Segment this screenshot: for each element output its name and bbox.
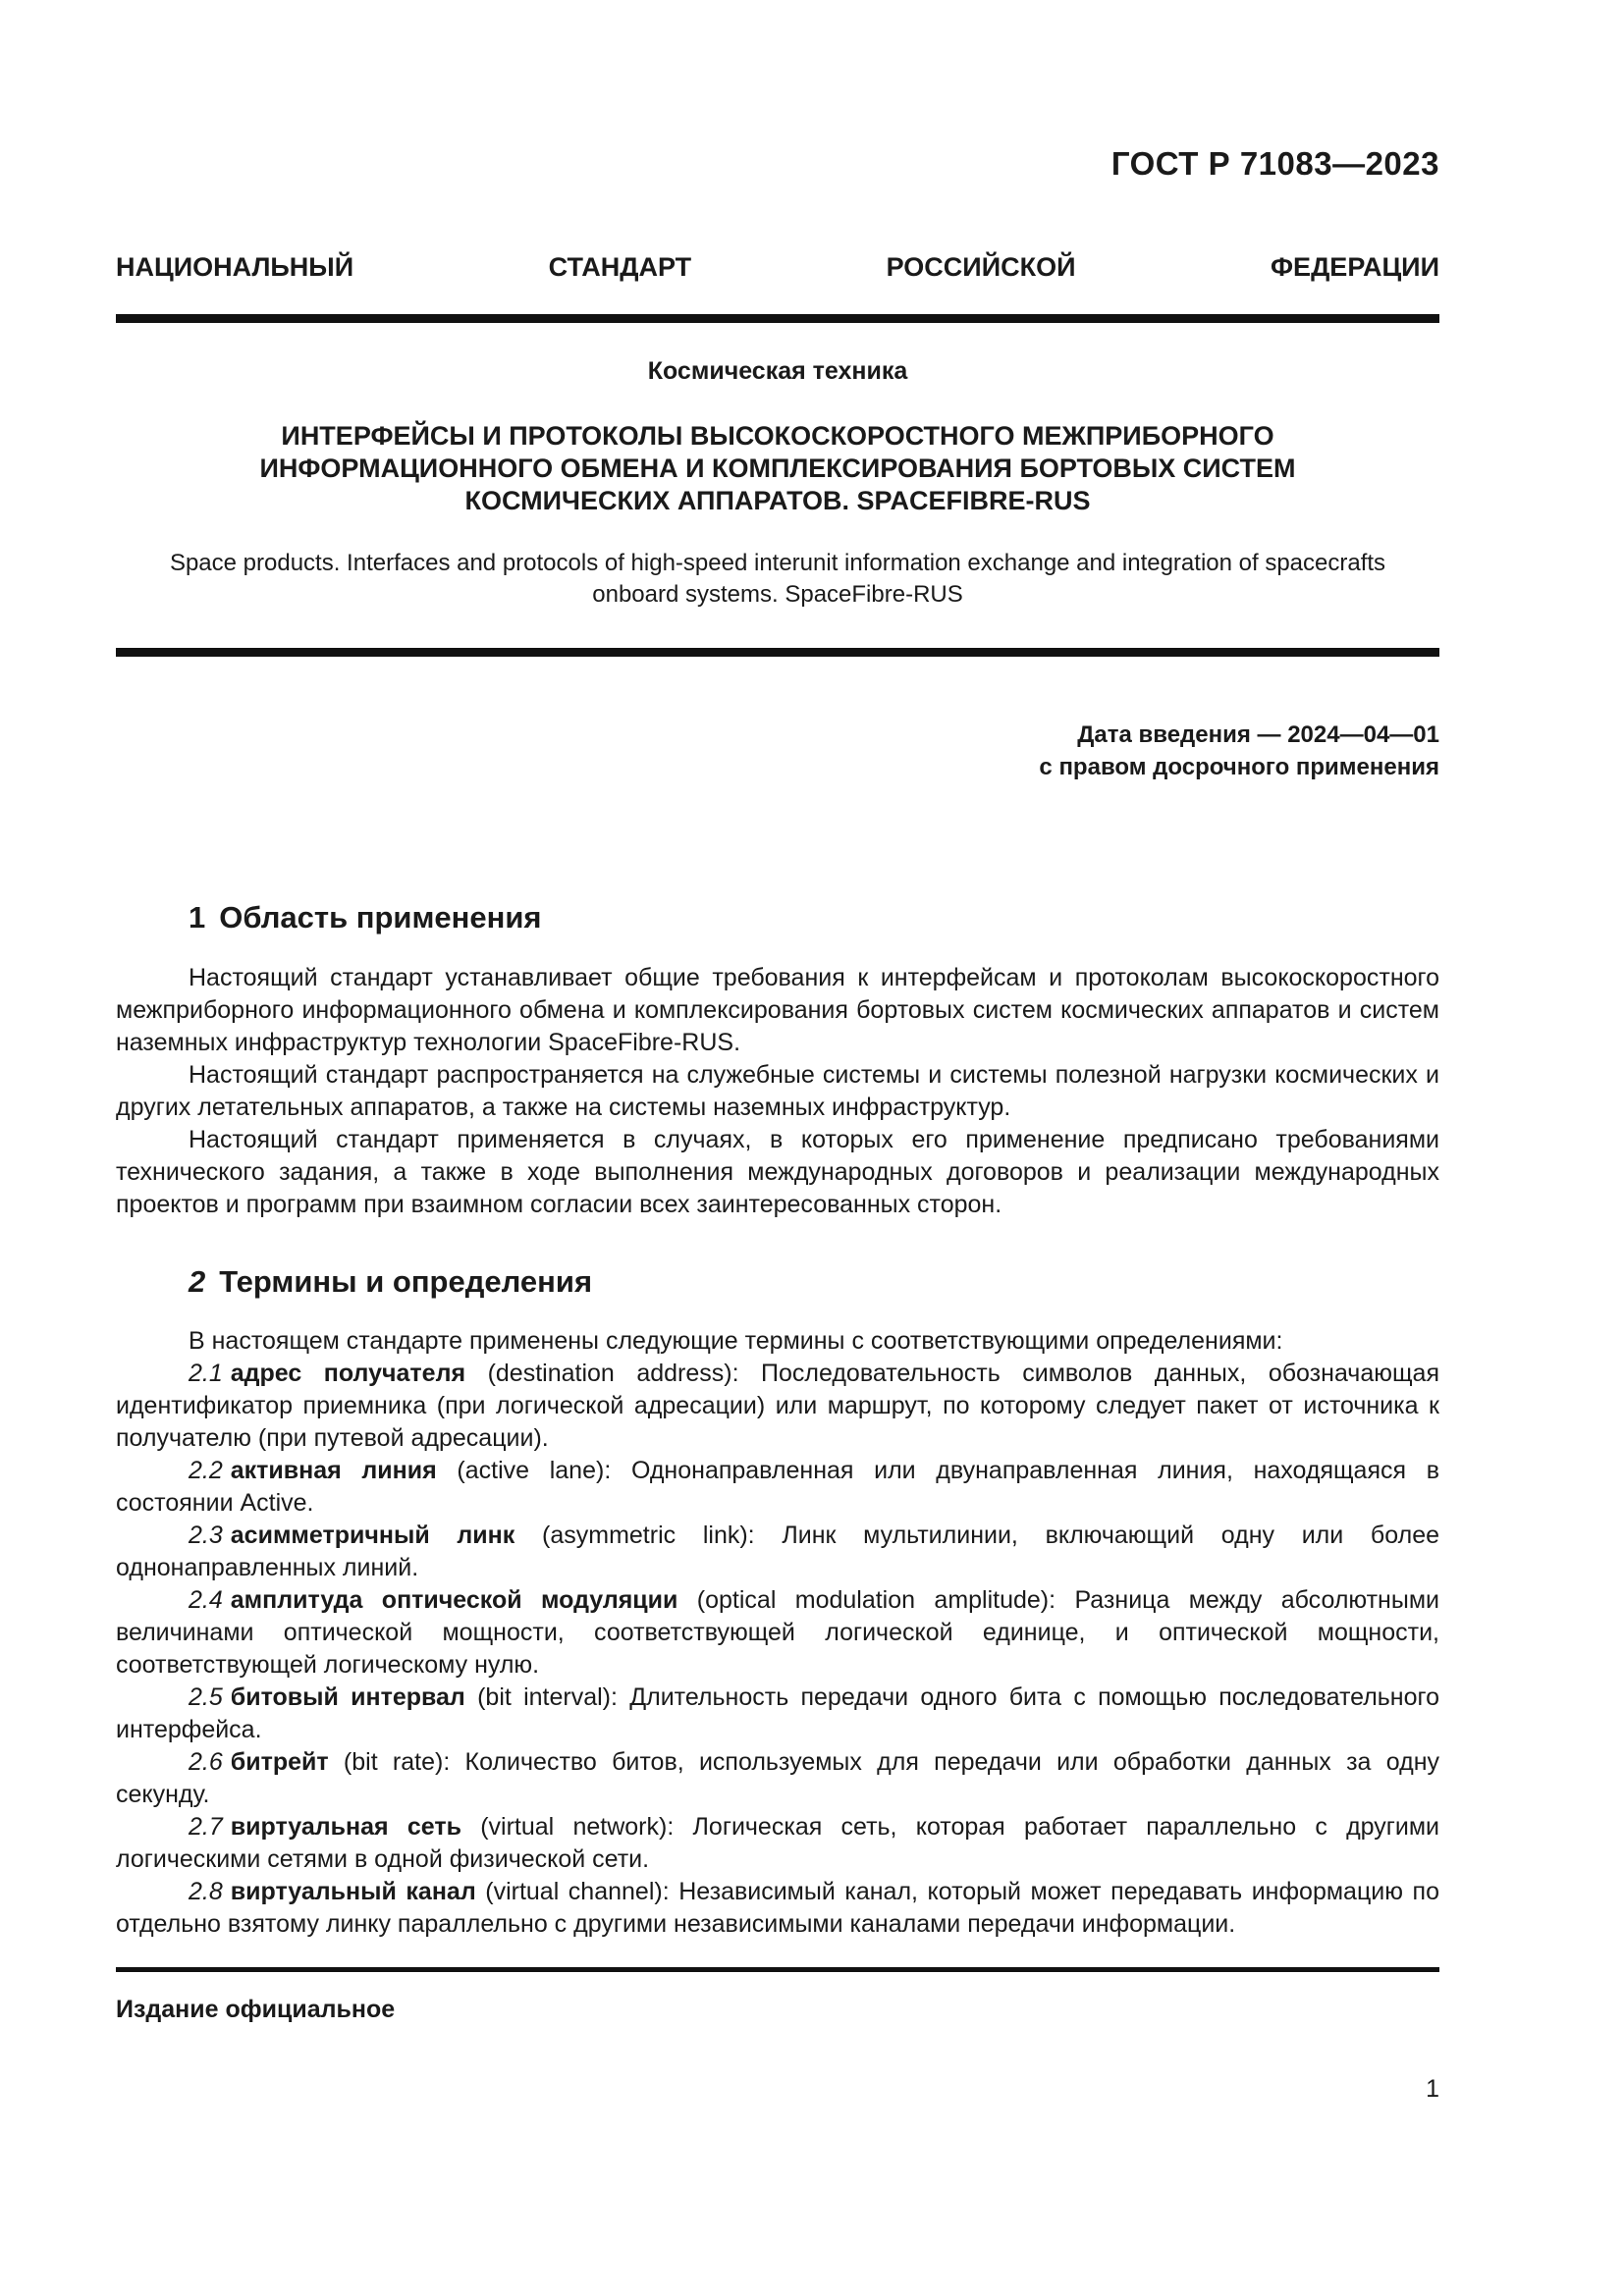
official-edition-label: Издание официальное xyxy=(116,1996,396,2023)
main-title xyxy=(116,420,1439,517)
term-definition: (virtual network): Логическая сеть, которая работает параллельно с другими логическими сетями в одной физической сети. xyxy=(116,1813,1440,1873)
category-title: Космическая техника xyxy=(647,357,908,385)
paragraph: Настоящий стандарт применяется в случаях, в которых его применение предписано требованиями технического задания, а также в ходе выполнения международных договоров и реализации международных проектов и программ при взаимном согласии всех заинтересованных сторон. xyxy=(116,1126,1439,1218)
term-name: амплитуда оптической модуляции xyxy=(230,1586,678,1614)
term-name: виртуальная сеть xyxy=(230,1813,461,1841)
term-definition: (virtual channel): Независимый канал, который может передавать информацию по отдельно взятому линку параллельно с другими независимыми каналами передачи информации. xyxy=(116,1878,1439,1938)
section-heading xyxy=(189,900,542,935)
document-designation: ГОСТ Р 71083—2023 xyxy=(1110,145,1439,182)
term-name: асимметричный линк xyxy=(230,1522,515,1549)
term-number: 2.2 xyxy=(189,1457,223,1484)
introduction-date xyxy=(1039,719,1439,783)
term-entry xyxy=(116,1811,1439,1876)
term-number: 2.6 xyxy=(189,1748,223,1776)
english-title-line: onboard systems. SpaceFibre-RUS xyxy=(592,581,963,608)
main-title-line: КОСМИЧЕСКИХ АППАРАТОВ. SPACEFIBRE-RUS xyxy=(464,486,1091,515)
national-word: ФЕДЕРАЦИИ xyxy=(1271,252,1439,282)
term-name: битовый интервал xyxy=(230,1683,465,1711)
section-title: Термины и определения xyxy=(219,1264,593,1299)
term-entry xyxy=(116,1358,1439,1455)
term-definition: (destination address): Последовательность символов данных, обозначающая идентификатор приемника (при логической адресации) или маршрут, по которому следует пакет от источника к получателю (при путевой адресации). xyxy=(116,1360,1439,1452)
term-number: 2.8 xyxy=(189,1878,223,1905)
term-entry xyxy=(116,1876,1439,1941)
section-body xyxy=(116,962,1439,1221)
introduction-date-line: с правом досрочного применения xyxy=(1039,754,1439,780)
national-standard-heading xyxy=(116,252,1439,283)
terms-list xyxy=(116,1325,1439,1941)
term-entry xyxy=(116,1455,1439,1520)
term-number: 2.3 xyxy=(189,1522,223,1549)
term-entry xyxy=(116,1520,1439,1584)
term-name: виртуальный канал xyxy=(230,1878,476,1905)
section-number: 2 xyxy=(189,1264,206,1299)
page-number: 1 xyxy=(1426,2075,1439,2103)
header-rule xyxy=(116,314,1439,323)
national-word: РОССИЙСКОЙ xyxy=(886,252,1076,282)
section-title: Область применения xyxy=(219,900,542,934)
footer-rule xyxy=(116,1967,1439,1972)
english-title xyxy=(116,548,1439,611)
term-number: 2.1 xyxy=(189,1360,223,1387)
english-title-line: Space products. Interfaces and protocols of high-speed interunit information exchange and integration of spacecrafts xyxy=(169,550,1386,576)
terms-intro: В настоящем стандарте применены следующие термины с соответствующими определениями: xyxy=(189,1327,1283,1355)
term-number: 2.4 xyxy=(189,1586,223,1614)
term-name: активная линия xyxy=(230,1457,437,1484)
term-definition: (asymmetric link): Линк мультилинии, включающий одну или более однонаправленных линий. xyxy=(116,1522,1440,1581)
term-name: адрес получателя xyxy=(230,1360,466,1387)
term-definition: (active lane): Однонаправленная или двунаправленная линия, находящаяся в состоянии Active. xyxy=(116,1457,1439,1517)
term-entry xyxy=(116,1746,1439,1811)
national-word: НАЦИОНАЛЬНЫЙ xyxy=(116,252,354,282)
section-number: 1 xyxy=(189,900,206,934)
term-definition: (bit interval): Длительность передачи одного бита с помощью последовательного интерфейса. xyxy=(116,1683,1439,1743)
term-entry xyxy=(116,1682,1439,1746)
term-name: битрейт xyxy=(230,1748,329,1776)
term-number: 2.5 xyxy=(189,1683,223,1711)
term-number: 2.7 xyxy=(189,1813,223,1841)
term-entry xyxy=(116,1584,1439,1682)
term-definition: (optical modulation amplitude): Разница между абсолютными величинами оптической мощности, соответствующей логической единице, и оптической мощности, соответствующей логическому нулю. xyxy=(116,1586,1439,1679)
main-title-line: ИНФОРМАЦИОННОГО ОБМЕНА И КОМПЛЕКСИРОВАНИЯ БОРТОВЫХ СИСТЕМ xyxy=(259,454,1296,483)
national-word: СТАНДАРТ xyxy=(548,252,692,282)
paragraph: Настоящий стандарт устанавливает общие требования к интерфейсам и протоколам высокоскоростного межприборного информационного обмена и комплексирования бортовых систем космических аппаратов и систем наземных инфраструктур технологии SpaceFibre-RUS. xyxy=(116,964,1439,1056)
introduction-date-line: Дата введения — 2024—04—01 xyxy=(1077,721,1439,748)
main-title-line: ИНТЕРФЕЙСЫ И ПРОТОКОЛЫ ВЫСОКОСКОРОСТНОГО МЕЖПРИБОРНОГО xyxy=(281,421,1274,451)
section-heading xyxy=(189,1264,592,1300)
title-rule xyxy=(116,648,1439,657)
paragraph: Настоящий стандарт распространяется на служебные системы и системы полезной нагрузки космических и других летательных аппаратов, а также на системы наземных инфраструктур. xyxy=(116,1061,1439,1121)
term-definition: (bit rate): Количество битов, используемых для передачи или обработки данных за одну секунду. xyxy=(116,1748,1439,1808)
